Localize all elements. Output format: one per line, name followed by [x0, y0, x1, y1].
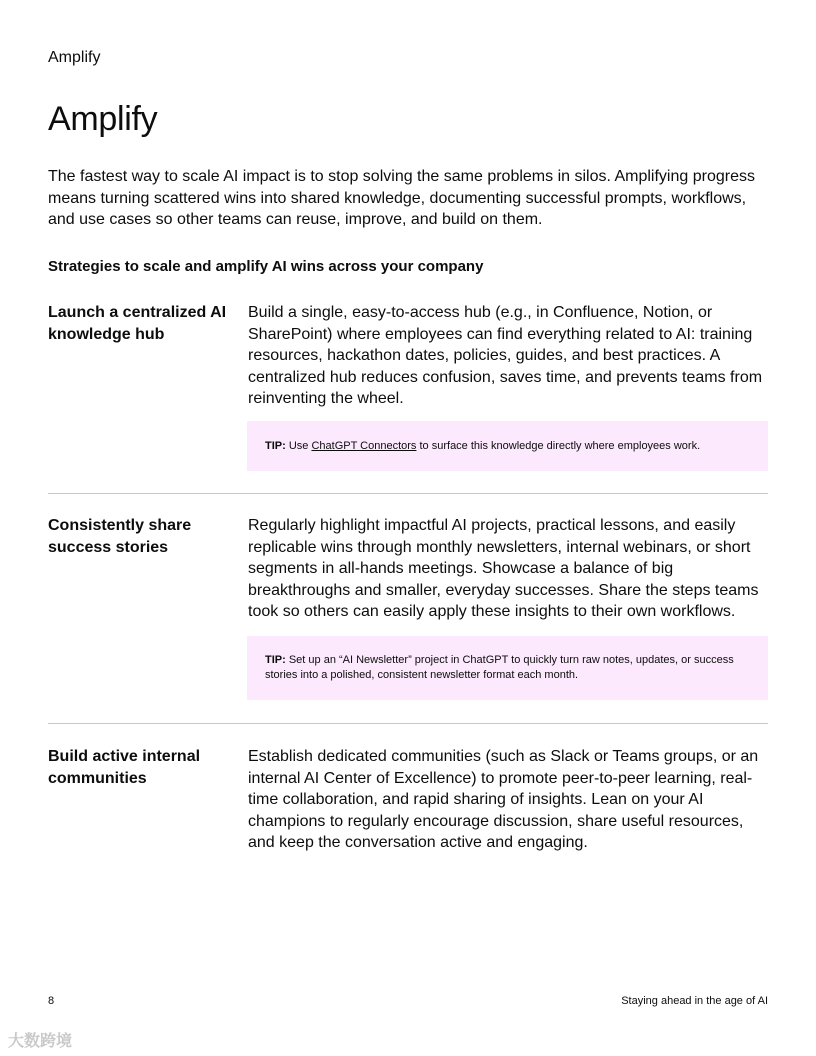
- page-number: 8: [48, 995, 55, 1007]
- tip-label: TIP:: [265, 654, 286, 666]
- page-title: Amplify: [48, 100, 158, 138]
- strategy-title: Consistently share success stories: [48, 517, 192, 556]
- strategy-body: Build a single, easy-to-access hub (e.g., in Confluence, Notion, or SharePoint) where employees can find everything related to AI: training resources, hackathon dates, policies, guides, and best practices. A centralized hub reduces confusion, saves time, and prevents teams from reinventing the wheel.: [248, 304, 763, 407]
- tip-text-post: to surface this knowledge directly where employees work.: [419, 439, 701, 452]
- section-heading: Strategies to scale and amplify AI wins across your company: [48, 258, 484, 275]
- strategy-body: Establish dedicated communities (such as Slack or Teams groups, or an internal AI Center of Excellence) to promote peer-to-peer learning, real-time collaboration, and rapid sharing of insights. Lean on your AI champions to regularly encourage discussion, share useful resources, and keep the conversation active and engaging.: [248, 748, 759, 851]
- watermark-logo: 大数跨境: [8, 1033, 73, 1050]
- strategy-body: Regularly highlight impactful AI projects, practical lessons, and easily replicable wins through monthly newsletters, internal webinars, or short segments in all-hands meetings. Showcase a balance of big breakthroughs and smaller, everyday successes. Share the steps teams took so others can easily apply these insights to their own workflows.: [248, 517, 759, 620]
- header-label: Amplify: [48, 49, 101, 66]
- chatgpt-connectors-link[interactable]: ChatGPT Connectors: [311, 439, 417, 452]
- strategy-title: Build active internal communities: [48, 748, 201, 787]
- tip-box: [247, 636, 768, 700]
- strategy-title: Launch a centralized AI knowledge hub: [48, 304, 227, 343]
- tip-label: TIP:: [265, 439, 286, 452]
- tip-box: [247, 421, 768, 471]
- footer-doc-title: Staying ahead in the age of AI: [621, 995, 768, 1007]
- tip-text-pre: Use: [288, 439, 309, 452]
- divider: [48, 493, 768, 494]
- intro-paragraph: The fastest way to scale AI impact is to stop solving the same problems in silos. Amplifying progress means turning scattered wins into shared knowledge, documenting successful prompts, workflows, and use cases so other teams can reuse, improve, and build on them.: [48, 168, 755, 228]
- divider: [48, 723, 768, 724]
- tip-text: Set up an “AI Newsletter” project in ChatGPT to quickly turn raw notes, updates, or success stories into a polished, consistent newsletter format each month.: [265, 654, 734, 681]
